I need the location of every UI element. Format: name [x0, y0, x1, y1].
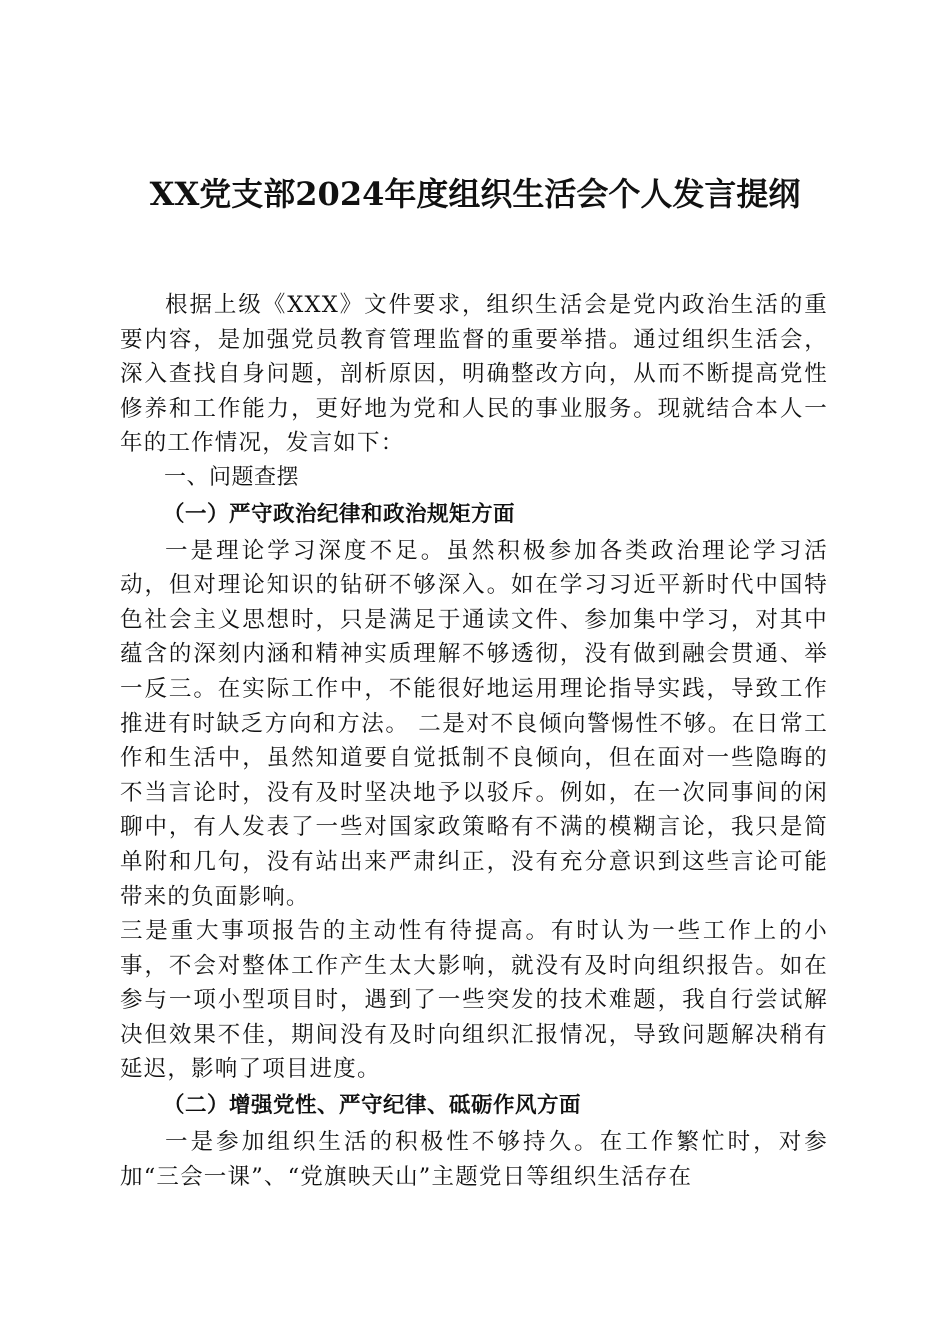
document-title: XX党支部2024年度组织生活会个人发言提纲 — [149, 175, 801, 213]
subsection-heading-party-spirit: （二）增强党性、严守纪律、砥砺作风方面 — [163, 1093, 582, 1119]
subsection1-paragraph-2: 三是重大事项报告的主动性有待提高。有时认为一些工作上的小事，不会对整体工作产生太大影响，就没有及时向组织报告。如在参与一项小型项目时，遇到了一些突发的技术难题，我自行尝试解决但效果不佳，期间没有及时向组织汇报情况，导致问题解决稍有延迟，影响了项目进度。 — [120, 918, 828, 1083]
section-heading-problems: 一、问题查摆 — [164, 464, 300, 490]
subsection2-paragraph-1: 一是参加组织生活的积极性不够持久。在工作繁忙时，对参加“三会一课”、“党旗映天山”主题党日等组织生活存在 — [120, 1129, 828, 1190]
document-body — [120, 288, 828, 1194]
subsection1-paragraph-1: 一是理论学习深度不足。虽然积极参加各类政治理论学习活动，但对理论知识的钻研不够深入。如在学习习近平新时代中国特色社会主义思想时，只是满足于通读文件、参加集中学习，对其中蕴含的深刻内涵和精神实质理解不够透彻，没有做到融会贯通、举一反三。在实际工作中，不能很好地运用理论指导实践，导致工作推进有时缺乏方向和方法。 二是对不良倾向警惕性不够。在日常工作和生活中，虽然知道要自觉抵制不良倾向，但在面对一些隐晦的不当言论时，没有及时坚决地予以驳斥。例如，在一次同事间的闲聊中，有人发表了一些对国家政策略有不满的模糊言论，我只是简单附和几句，没有站出来严肃纠正，没有充分意识到这些言论可能带来的负面影响。 — [120, 537, 828, 910]
subsection-heading-political-discipline: （一）严守政治纪律和政治规矩方面 — [163, 501, 516, 527]
intro-paragraph: 根据上级《XXX》文件要求，组织生活会是党内政治生活的重要内容，是加强党员教育管理监督的重要举措。通过组织生活会，深入查找自身问题，剖析原因，明确整改方向，从而不断提高党性修养和工作能力，更好地为党和人民的事业服务。现就结合本人一年的工作情况，发言如下： — [120, 292, 828, 457]
